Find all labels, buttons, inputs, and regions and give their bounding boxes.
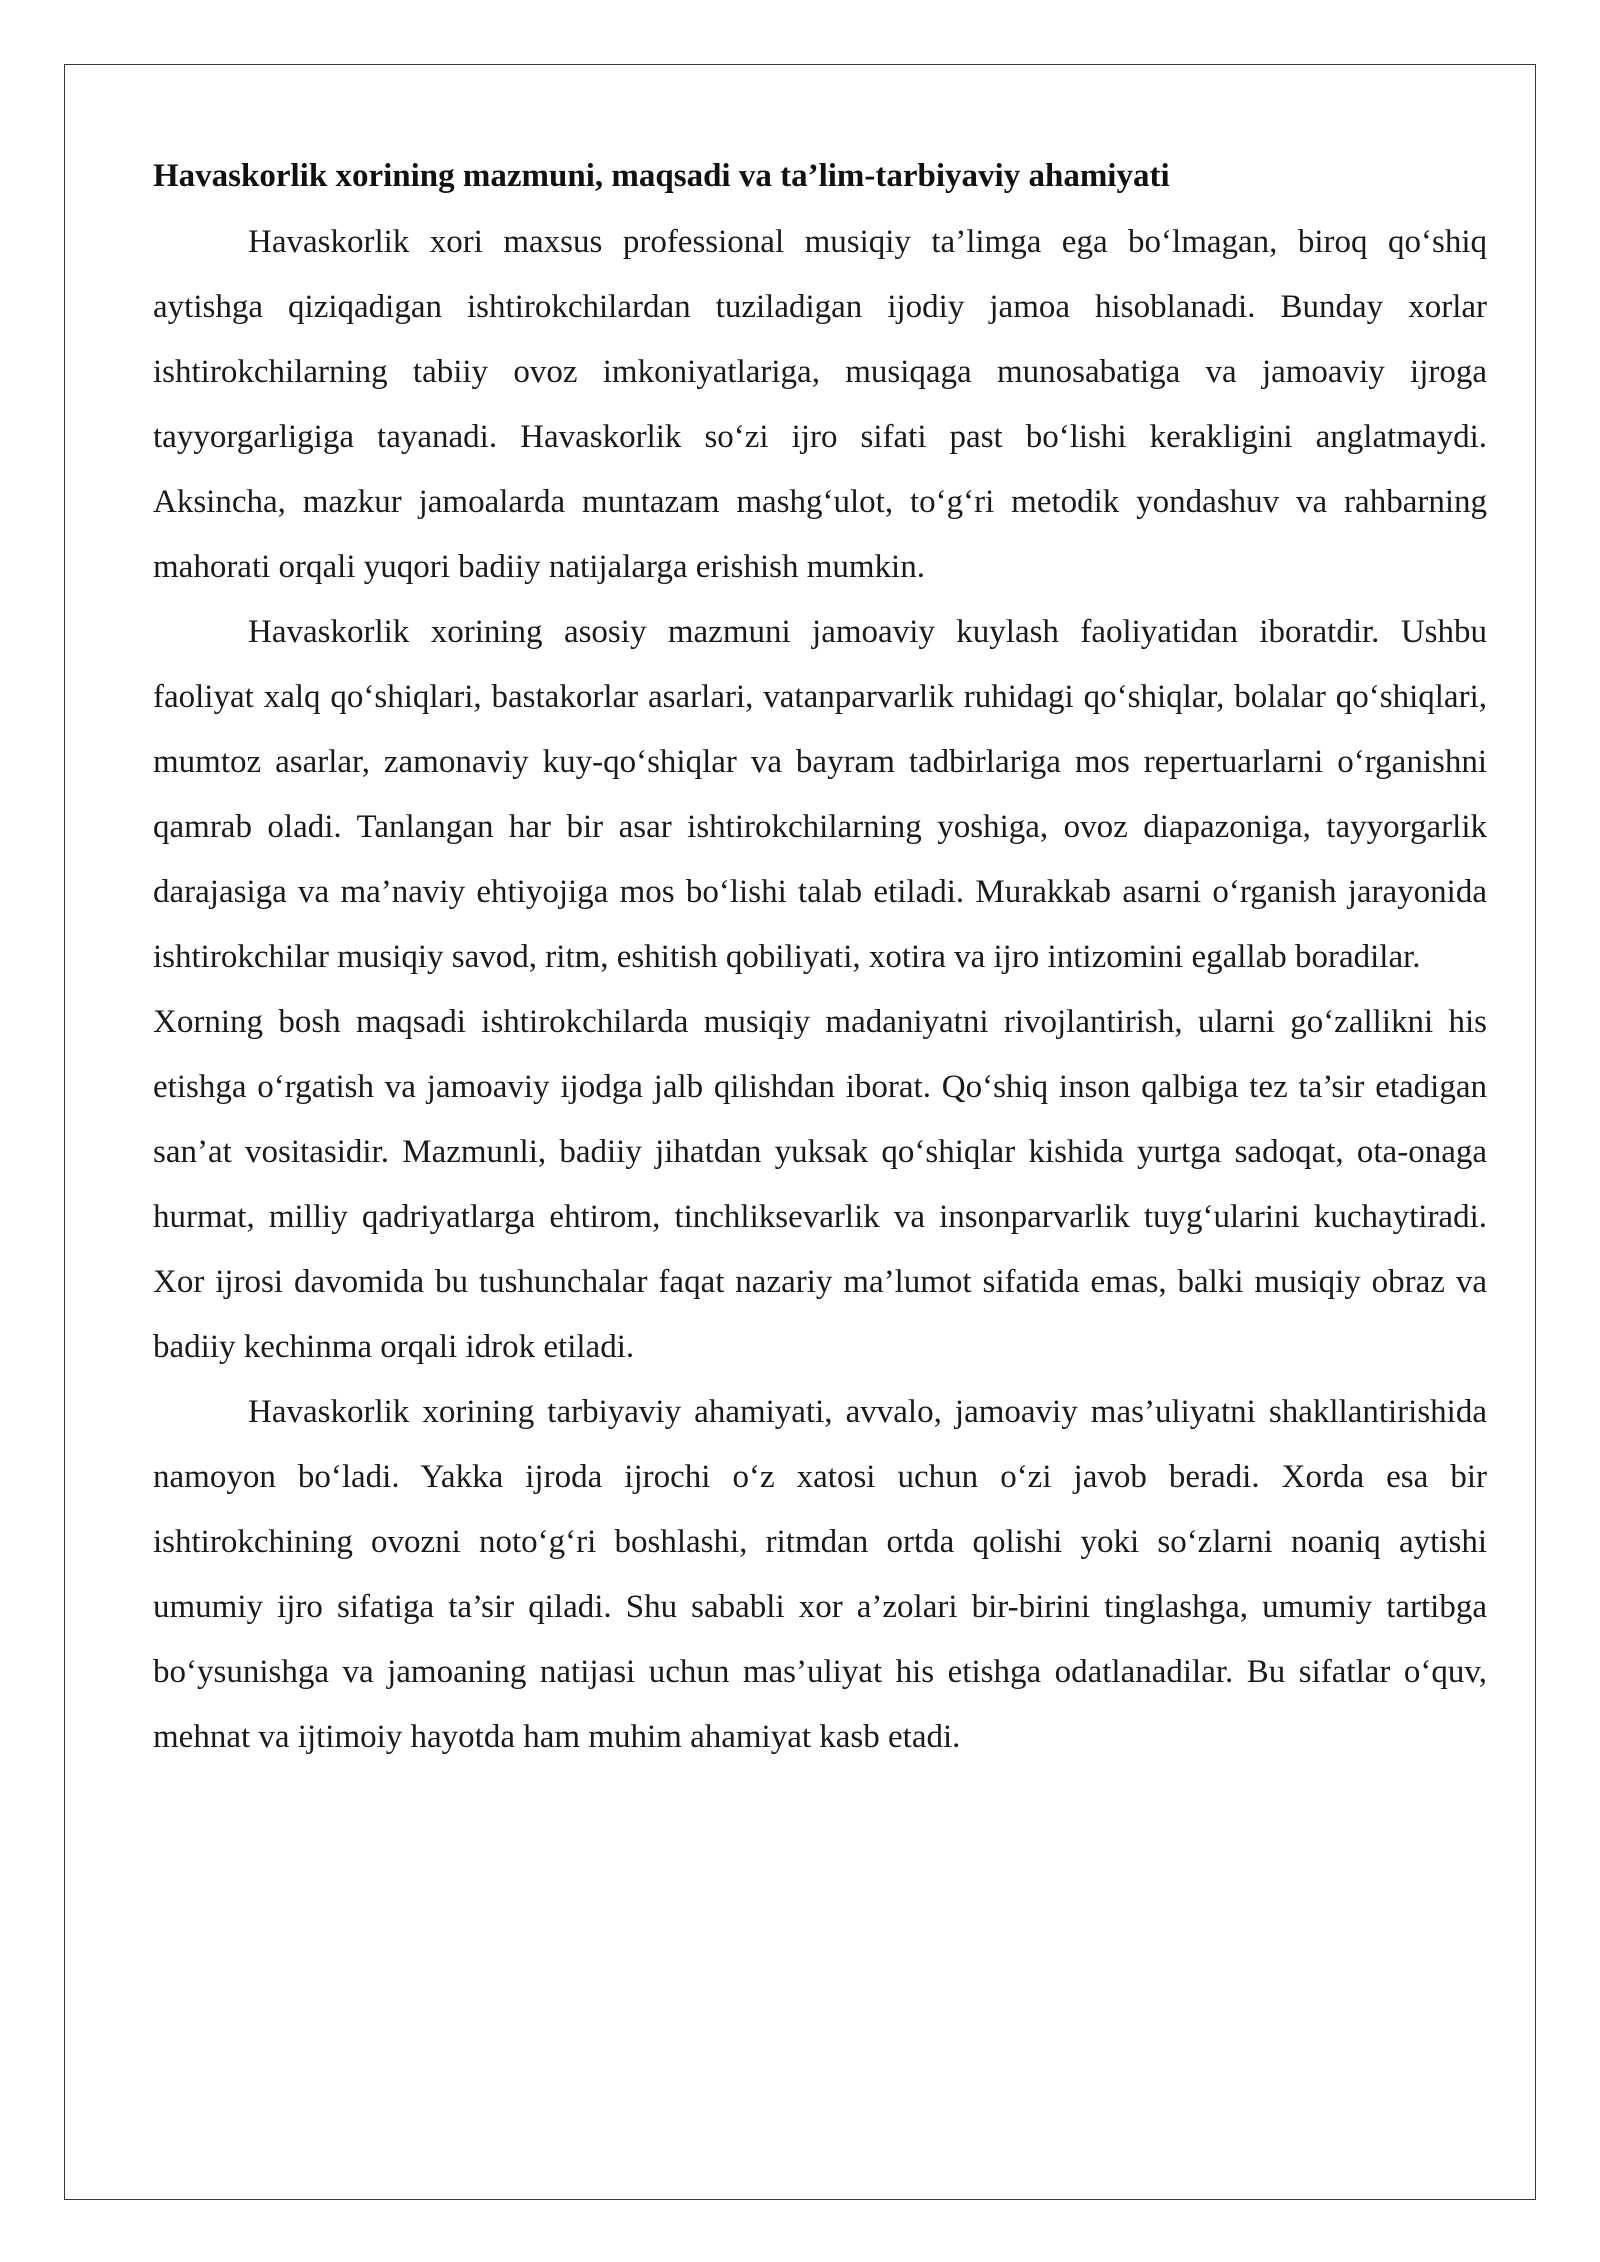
- paragraph-3: Xorning bosh maqsadi ishtirokchilarda musiqiy madaniyatni rivojlantirish, ularni go‘zallikni his etishga o‘rgatish va jamoaviy ijodga jalb qilishdan iborat. Qo‘shiq inson qalbiga tez ta’sir etadigan san’at vositasidir. Mazmunli, badiiy jihatdan yuksak qo‘shiqlar kishida yurtga sadoqat, ota-onaga hurmat, milliy qadriyatlarga ehtirom, tinchliksevarlik va insonparvarlik tuyg‘ularini kuchaytiradi. Xor ijrosi davomida bu tushunchalar faqat nazariy ma’lumot sifatida emas, balki musiqiy obraz va badiiy kechinma orqali idrok etiladi.: [153, 1004, 1487, 1365]
- paragraph-2: Havaskorlik xorining asosiy mazmuni jamoaviy kuylash faoliyatidan iboratdir. Ushbu faoliyat xalq qo‘shiqlari, bastakorlar asarlari, vatanparvarlik ruhidagi qo‘shiqlar, bolalar qo‘shiqlari, mumtoz asarlar, zamonaviy kuy-qo‘shiqlar va bayram tadbirlariga mos repertuarlarni o‘rganishni qamrab oladi. Tanlangan har bir asar ishtirokchilarning yoshiga, ovoz diapazoniga, tayyorgarlik darajasiga va ma’naviy ehtiyojiga mos bo‘lishi talab etiladi. Murakkab asarni o‘rganish jarayonida ishtirokchilar musiqiy savod, ritm, eshitish qobiliyati, xotira va ijro intizomini egallab boradilar.: [153, 614, 1487, 975]
- paragraph-1: Havaskorlik xori maxsus professional musiqiy ta’limga ega bo‘lmagan, biroq qo‘shiq aytishga qiziqadigan ishtirokchilardan tuziladigan ijodiy jamoa hisoblanadi. Bunday xorlar ishtirokchilarning tabiiy ovoz imkoniyatlariga, musiqaga munosabatiga va jamoaviy ijroga tayyorgarligiga tayanadi. Havaskorlik so‘zi ijro sifati past bo‘lishi kerakligini anglatmaydi. Aksincha, mazkur jamoalarda muntazam mashg‘ulot, to‘g‘ri metodik yondashuv va rahbarning mahorati orqali yuqori badiiy natijalarga erishish mumkin.: [153, 224, 1487, 585]
- document-title: Havaskorlik xorining mazmuni, maqsadi va ta’lim-tarbiyaviy ahamiyati: [153, 158, 1170, 194]
- document-body: [153, 150, 1487, 1770]
- paragraph-4: Havaskorlik xorining tarbiyaviy ahamiyati, avvalo, jamoaviy mas’uliyatni shakllantirishida namoyon bo‘ladi. Yakka ijroda ijrochi o‘z xatosi uchun o‘zi javob beradi. Xorda esa bir ishtirokchining ovozni noto‘g‘ri boshlashi, ritmdan ortda qolishi yoki so‘zlarni noaniq aytishi umumiy ijro sifatiga ta’sir qiladi. Shu sababli xor a’zolari bir-birini tinglashga, umumiy tartibga bo‘ysunishga va jamoaning natijasi uchun mas’uliyat his etishga odatlanadilar. Bu sifatlar o‘quv, mehnat va ijtimoiy hayotda ham muhim ahamiyat kasb etadi.: [153, 1394, 1487, 1755]
